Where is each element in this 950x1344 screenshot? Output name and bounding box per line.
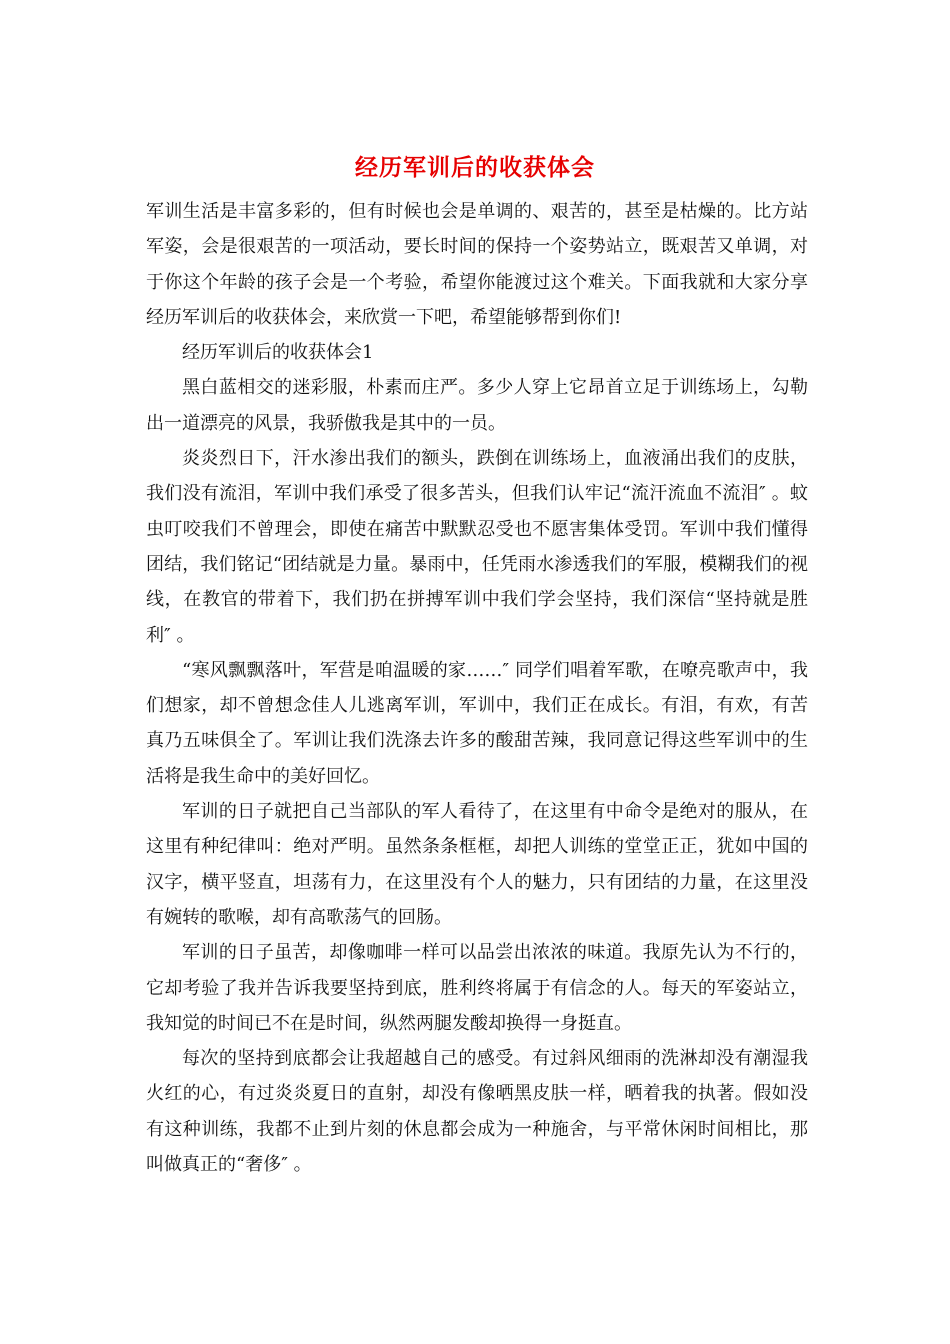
paragraph: 军训的日子虽苦，却像咖啡一样可以品尝出浓浓的味道。我原先认为不行的，它却考验了我并告诉我要坚持到底，胜利终将属于有信念的人。每天的军姿站立，我知觉的时间已不在是时间，纵然两腿发酸却换得一身挺直。 [146,942,808,1034]
paragraph: 炎炎烈日下，汗水渗出我们的额头，跌倒在训练场上，血液涌出我们的皮肤，我们没有流泪，军训中我们承受了很多苦头，但我们认牢记“流汗流血不流泪″ 。蚊虫叮咬我们不曾理会，即使在痛苦中默默忍受也不愿害集体受罚。军训中我们懂得团结，我们铭记“团结就是力量。暴雨中，任凭雨水渗透我们的军服，模糊我们的视线，在教官的带着下，我们扔在拼搏军训中我们学会坚持，我们深信“坚持就是胜利″ 。 [146,448,808,646]
paragraph: 每次的坚持到底都会让我超越自己的感受。有过斜风细雨的洗淋却没有潮湿我火红的心，有过炎炎夏日的直射，却没有像晒黑皮肤一样，晒着我的执著。假如没有这种训练，我都不止到片刻的休息都会成为一种施舍，与平常休闲时间相比，那叫做真正的“奢侈″ 。 [146,1048,808,1176]
section-heading: 经历军训后的收获体会1 [182,342,374,364]
paragraph: 黑白蓝相交的迷彩服，朴素而庄严。多少人穿上它昂首立足于训练场上，勾勒出一道漂亮的风景，我骄傲我是其中的一员。 [146,377,808,434]
document-title: 经历军训后的收获体会 [355,154,595,181]
paragraph-intro: 军训生活是丰富多彩的，但有时候也会是单调的、艰苦的，甚至是枯燥的。比方站军姿，会是很艰苦的一项活动，要长时间的保持一个姿势站立，既艰苦又单调，对于你这个年龄的孩子会是一个考验，希望你能渡过这个难关。下面我就和大家分享经历军训后的收获体会，来欣赏一下吧，希望能够帮到你们! [146,201,808,328]
document-body [146,194,808,1182]
paragraph: 军训的日子就把自己当部队的军人看待了，在这里有中命令是绝对的服从，在这里有种纪律叫：绝对严明。虽然条条框框，却把人训练的堂堂正正，犹如中国的汉字，横平竖直，坦荡有力，在这里没有个人的魅力，只有团结的力量，在这里没有婉转的歌喉，却有高歌荡气的回肠。 [146,801,808,928]
paragraph: “寒风飘飘落叶，军营是咱温暖的家……″ 同学们唱着军歌，在嘹亮歌声中，我们想家，却不曾想念佳人儿逃离军训，军训中，我们正在成长。有泪，有欢，有苦真乃五味俱全了。军训让我们洗涤去许多的酸甜苦辣，我同意记得这些军训中的生活将是我生命中的美好回忆。 [146,659,808,787]
